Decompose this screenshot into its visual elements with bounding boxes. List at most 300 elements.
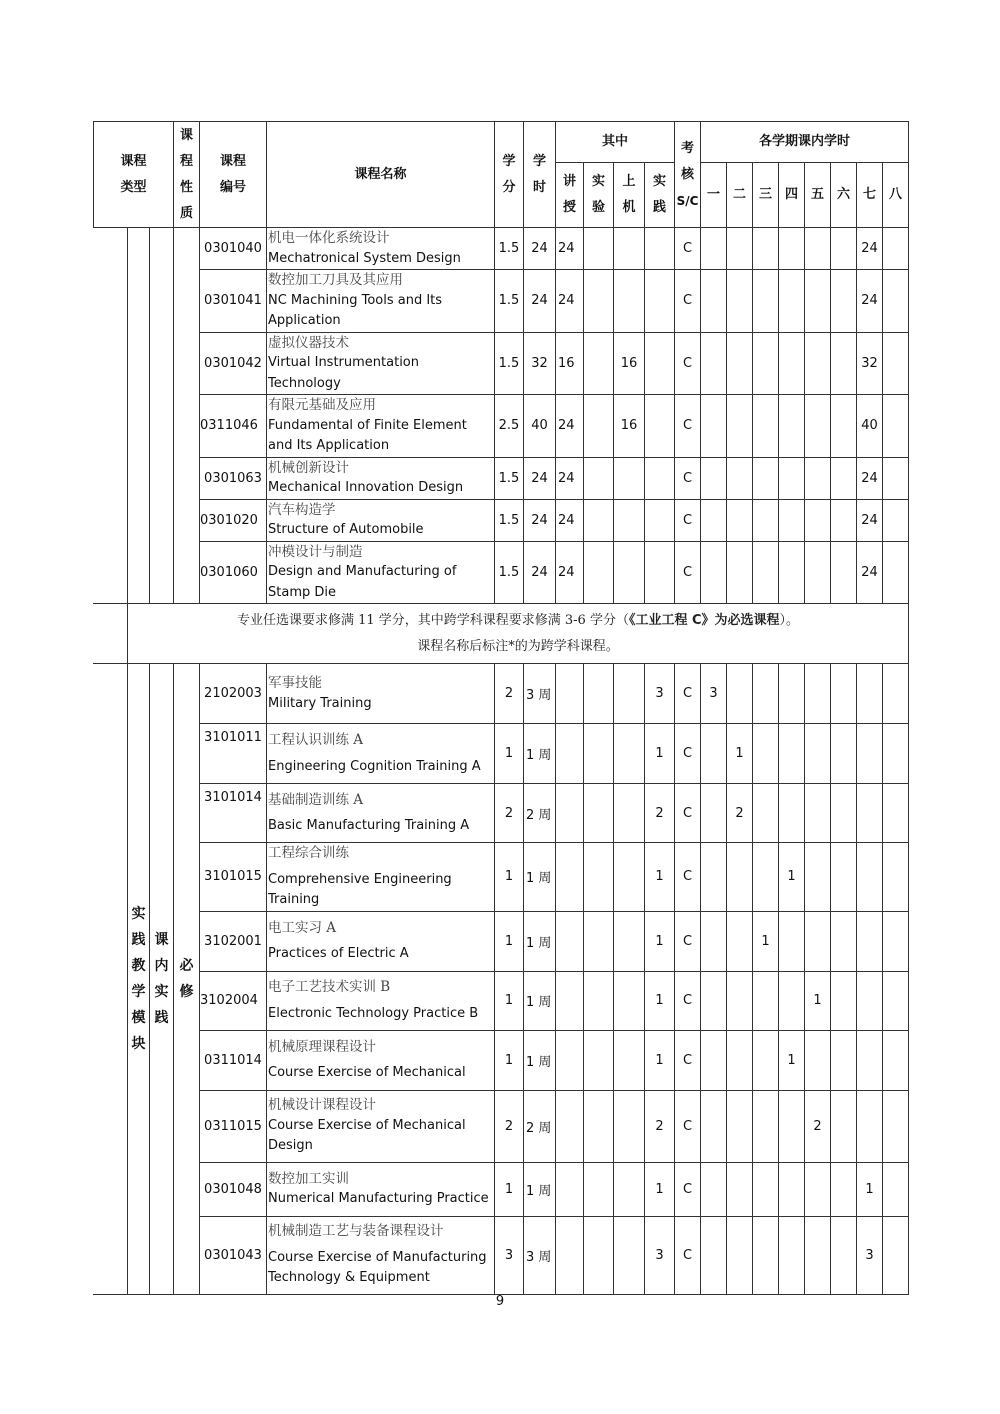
course-code-cell: 2102003 (200, 664, 267, 724)
course-code-cell: 0301042 (200, 332, 267, 395)
semester-7-cell: 32 (857, 332, 883, 395)
course-name-cn: 工程综合训练 (268, 845, 349, 861)
semester-4-cell (779, 395, 805, 458)
table-row (94, 270, 909, 333)
hours-cell: 24 (524, 457, 556, 499)
semester-2-cell (727, 332, 753, 395)
note-line-1: 专业任选课要求修满 11 学分，其中跨学科课程要求修满 3-6 学分（《工业工程 C》为必选课程）。 (236, 612, 800, 628)
semester-7-cell (857, 664, 883, 724)
semester-7-cell: 24 (857, 270, 883, 333)
table-row (94, 395, 909, 458)
semester-3-cell (753, 1090, 779, 1162)
semester-8-cell (883, 843, 909, 912)
course-code-cell: 3102001 (200, 911, 267, 971)
practice-cell (645, 228, 675, 270)
semester-4-cell (779, 228, 805, 270)
semester-3-cell (753, 724, 779, 784)
practice-cell: 1 (645, 1030, 675, 1090)
course-code-cell: 0301060 (200, 541, 267, 604)
semester-3-cell: 1 (753, 911, 779, 971)
semester-6-cell (831, 971, 857, 1030)
semester-1-cell (701, 843, 727, 912)
semester-2-cell: 2 (727, 784, 753, 843)
lab-cell (584, 332, 614, 395)
course-name-cell (267, 499, 495, 541)
course-code-cell: 0301020 (200, 499, 267, 541)
computer-cell (614, 664, 645, 724)
course-name-cell (267, 911, 495, 971)
semester-6-cell (831, 457, 857, 499)
assessment-cell: C (675, 395, 701, 458)
course-name-en: NC Machining Tools and Its Application (268, 292, 443, 328)
assessment-cell: C (675, 332, 701, 395)
lab-cell (584, 784, 614, 843)
semester-8-cell (883, 270, 909, 333)
hours-cell: 1 周 (524, 724, 556, 784)
course-name-cell (267, 395, 495, 458)
credits-cell: 1.5 (495, 270, 524, 333)
semester-4-cell (779, 664, 805, 724)
lecture-cell (556, 1030, 584, 1090)
course-name-cell (267, 332, 495, 395)
table-row (94, 724, 909, 784)
lecture-cell: 24 (556, 541, 584, 604)
computer-cell (614, 457, 645, 499)
page-number: 9 (495, 1294, 505, 1309)
credits-cell: 1 (495, 911, 524, 971)
course-code-cell: 0301048 (200, 1162, 267, 1216)
semester-4-cell (779, 541, 805, 604)
table-row (94, 228, 909, 270)
semester-4-cell (779, 911, 805, 971)
hours-cell: 1 周 (524, 911, 556, 971)
header-course-type: 课程 类型 (94, 122, 174, 228)
semester-3-cell (753, 664, 779, 724)
header-row-1 (94, 122, 909, 163)
lecture-cell (556, 664, 584, 724)
table-row (94, 1090, 909, 1162)
hours-cell: 1 周 (524, 843, 556, 912)
header-hours: 学 时 (524, 122, 556, 228)
practice-cell: 2 (645, 1090, 675, 1162)
course-name-en: Structure of Automobile (268, 522, 424, 537)
semester-4-cell (779, 1216, 805, 1294)
semester-8-cell (883, 724, 909, 784)
hours-cell: 1 周 (524, 971, 556, 1030)
semester-5-cell (805, 332, 831, 395)
course-name-en: Military Training (268, 695, 372, 711)
course-name-cn: 有限元基础及应用 (268, 397, 376, 413)
course-name-cell (267, 1216, 495, 1294)
semester-2-cell (727, 228, 753, 270)
course-name-cn: 军事技能 (268, 675, 322, 691)
hours-cell: 2 周 (524, 784, 556, 843)
semester-5-cell (805, 724, 831, 784)
practice-cell: 1 (645, 911, 675, 971)
note-required-course: 《工业工程 C》为必选课程 (628, 612, 780, 628)
credits-cell: 3 (495, 1216, 524, 1294)
course-code-cell: 0301063 (200, 457, 267, 499)
course-code-cell: 0311015 (200, 1090, 267, 1162)
course-name-cn: 机械制造工艺与装备课程设计 (268, 1223, 444, 1240)
assessment-cell: C (675, 457, 701, 499)
semester-3-cell (753, 971, 779, 1030)
course-name-cn: 数控加工实训 (268, 1170, 349, 1187)
semester-7-cell (857, 724, 883, 784)
course-name-en: Design and Manufacturing of Stamp Die (268, 564, 457, 600)
assessment-cell: C (675, 843, 701, 912)
semester-1-cell (701, 228, 727, 270)
lecture-cell (556, 784, 584, 843)
hours-cell: 2 周 (524, 1090, 556, 1162)
credits-cell: 2 (495, 784, 524, 843)
course-name-cell (267, 1090, 495, 1162)
curriculum-table (93, 121, 909, 1295)
category-label: 课 内 实 践 (150, 664, 174, 1295)
semester-1-cell (701, 541, 727, 604)
practice-cell: 2 (645, 784, 675, 843)
semester-6-cell (831, 332, 857, 395)
assessment-cell: C (675, 228, 701, 270)
semester-8-cell (883, 664, 909, 724)
course-name-cn: 机电一体化系统设计 (268, 230, 390, 246)
semester-7-cell (857, 1030, 883, 1090)
table-row (94, 499, 909, 541)
nature-label: 必 修 (174, 664, 200, 1295)
semester-5-cell (805, 843, 831, 912)
semester-7-cell: 1 (857, 1162, 883, 1216)
semester-4-cell (779, 1090, 805, 1162)
hours-cell: 24 (524, 228, 556, 270)
course-code-cell: 0311046 (200, 395, 267, 458)
credits-cell: 1.5 (495, 499, 524, 541)
header-breakdown: 其中 (556, 122, 675, 163)
header-credits: 学 分 (495, 122, 524, 228)
table-row (94, 911, 909, 971)
semester-7-cell: 40 (857, 395, 883, 458)
category-cell (150, 228, 174, 604)
semester-4-cell (779, 332, 805, 395)
semester-1-cell (701, 1162, 727, 1216)
semester-1-cell (701, 784, 727, 843)
semester-8-cell (883, 499, 909, 541)
header-semester-2: 二 (727, 163, 753, 228)
computer-cell (614, 228, 645, 270)
semester-4-cell (779, 499, 805, 541)
assessment-cell: C (675, 499, 701, 541)
semester-3-cell (753, 1162, 779, 1216)
semester-8-cell (883, 784, 909, 843)
semester-4-cell (779, 270, 805, 333)
semester-5-cell (805, 541, 831, 604)
semester-8-cell (883, 1090, 909, 1162)
semester-1-cell (701, 395, 727, 458)
module-cell (128, 228, 150, 604)
semester-3-cell (753, 784, 779, 843)
semester-4-cell (779, 971, 805, 1030)
course-code-cell: 0301043 (200, 1216, 267, 1294)
semester-2-cell (727, 843, 753, 912)
computer-cell (614, 843, 645, 912)
course-name-en: Course Exercise of Mechanical Design (268, 1117, 466, 1154)
hours-cell: 24 (524, 541, 556, 604)
lab-cell (584, 1216, 614, 1294)
semester-2-cell (727, 664, 753, 724)
semester-3-cell (753, 1216, 779, 1294)
semester-7-cell (857, 843, 883, 912)
header-computer: 上 机 (614, 163, 645, 228)
lab-cell (584, 1090, 614, 1162)
semester-5-cell (805, 911, 831, 971)
computer-cell (614, 911, 645, 971)
course-name-en: Virtual Instrumentation Technology (268, 355, 420, 391)
header-semester-8: 八 (883, 163, 909, 228)
lab-cell (584, 541, 614, 604)
course-name-en: Mechanical Innovation Design (268, 480, 464, 495)
semester-6-cell (831, 228, 857, 270)
semester-3-cell (753, 457, 779, 499)
semester-6-cell (831, 499, 857, 541)
semester-6-cell (831, 270, 857, 333)
course-name-cn: 机械设计课程设计 (268, 1097, 376, 1114)
semester-2-cell (727, 1030, 753, 1090)
semester-6-cell (831, 541, 857, 604)
lecture-cell: 24 (556, 270, 584, 333)
assessment-cell: C (675, 1030, 701, 1090)
credits-cell: 1 (495, 843, 524, 912)
course-name-cn: 电子工艺技术实训 B (268, 979, 391, 995)
course-name-cell (267, 843, 495, 912)
semester-6-cell (831, 1216, 857, 1294)
header-course-code: 课程 编号 (200, 122, 267, 228)
semester-2-cell (727, 541, 753, 604)
semester-1-cell (701, 1090, 727, 1162)
computer-cell (614, 499, 645, 541)
hours-cell: 3 周 (524, 1216, 556, 1294)
semester-1-cell (701, 1030, 727, 1090)
header-lab: 实 验 (584, 163, 614, 228)
lab-cell (584, 1030, 614, 1090)
semester-4-cell (779, 784, 805, 843)
semester-5-cell (805, 270, 831, 333)
semester-2-cell: 1 (727, 724, 753, 784)
semester-6-cell (831, 395, 857, 458)
semester-8-cell (883, 1216, 909, 1294)
semester-8-cell (883, 1030, 909, 1090)
course-name-en: Mechatronical System Design (268, 250, 461, 266)
computer-cell (614, 724, 645, 784)
lecture-cell (556, 1090, 584, 1162)
computer-cell (614, 1030, 645, 1090)
course-name-cn: 机械原理课程设计 (268, 1038, 376, 1055)
credits-cell: 1.5 (495, 541, 524, 604)
semester-6-cell (831, 784, 857, 843)
course-code-cell: 0301040 (200, 228, 267, 270)
semester-5-cell: 1 (805, 971, 831, 1030)
semester-4-cell: 1 (779, 843, 805, 912)
credits-cell: 1 (495, 724, 524, 784)
credits-cell: 1.5 (495, 457, 524, 499)
practice-cell: 3 (645, 664, 675, 724)
semester-2-cell (727, 1216, 753, 1294)
lecture-cell (556, 911, 584, 971)
credits-cell: 1 (495, 1162, 524, 1216)
semester-5-cell (805, 1162, 831, 1216)
table-row (94, 843, 909, 912)
course-name-cell (267, 724, 495, 784)
semester-7-cell (857, 971, 883, 1030)
computer-cell (614, 541, 645, 604)
semester-2-cell (727, 911, 753, 971)
semester-1-cell (701, 971, 727, 1030)
semester-5-cell (805, 499, 831, 541)
semester-7-cell (857, 1090, 883, 1162)
lecture-cell: 24 (556, 457, 584, 499)
semester-1-cell (701, 499, 727, 541)
header-lecture: 讲 授 (556, 163, 584, 228)
semester-7-cell: 3 (857, 1216, 883, 1294)
course-name-cn: 冲模设计与制造 (268, 543, 363, 560)
lab-cell (584, 971, 614, 1030)
semester-8-cell (883, 228, 909, 270)
lecture-cell (556, 1216, 584, 1294)
semester-6-cell (831, 664, 857, 724)
credits-cell: 2 (495, 1090, 524, 1162)
header-semesters: 各学期课内学时 (701, 122, 909, 163)
header-semester-7: 七 (857, 163, 883, 228)
lab-cell (584, 911, 614, 971)
semester-2-cell (727, 499, 753, 541)
table-row (94, 1162, 909, 1216)
lab-cell (584, 843, 614, 912)
course-name-cn: 工程认识训练 A (268, 732, 364, 748)
semester-1-cell: 3 (701, 664, 727, 724)
computer-cell (614, 1162, 645, 1216)
semester-2-cell (727, 270, 753, 333)
semester-8-cell (883, 971, 909, 1030)
lecture-cell: 24 (556, 499, 584, 541)
lab-cell (584, 228, 614, 270)
course-name-cn: 电工实习 A (268, 919, 337, 936)
table-row (94, 664, 909, 724)
practice-cell: 1 (645, 724, 675, 784)
table-row (94, 1216, 909, 1294)
semester-3-cell (753, 499, 779, 541)
semester-8-cell (883, 911, 909, 971)
lab-cell (584, 1162, 614, 1216)
table-row (94, 784, 909, 843)
practice-cell (645, 457, 675, 499)
practice-cell (645, 332, 675, 395)
course-code-cell: 0311014 (200, 1030, 267, 1090)
assessment-cell: C (675, 664, 701, 724)
practice-cell: 3 (645, 1216, 675, 1294)
credits-cell: 1.5 (495, 228, 524, 270)
semester-3-cell (753, 332, 779, 395)
header-semester-1: 一 (701, 163, 727, 228)
course-name-cell (267, 270, 495, 333)
course-code-cell: 3101014 (200, 784, 267, 843)
credits-cell: 2 (495, 664, 524, 724)
table-row (94, 541, 909, 604)
credits-cell: 2.5 (495, 395, 524, 458)
course-name-cn: 虚拟仪器技术 (268, 334, 349, 351)
header-semester-4: 四 (779, 163, 805, 228)
assessment-cell: C (675, 724, 701, 784)
course-name-en: Practices of Electric A (268, 946, 409, 961)
semester-2-cell (727, 1090, 753, 1162)
semester-1-cell (701, 457, 727, 499)
note-row (94, 604, 909, 664)
course-name-en: Basic Manufacturing Training A (268, 818, 470, 833)
credits-cell: 1 (495, 971, 524, 1030)
semester-1-cell (701, 724, 727, 784)
semester-7-cell: 24 (857, 499, 883, 541)
computer-cell (614, 971, 645, 1030)
computer-cell (614, 1090, 645, 1162)
semester-4-cell (779, 1162, 805, 1216)
semester-6-cell (831, 1030, 857, 1090)
lab-cell (584, 395, 614, 458)
semester-5-cell (805, 1030, 831, 1090)
header-practice: 实 践 (645, 163, 675, 228)
computer-cell (614, 270, 645, 333)
hours-cell: 24 (524, 270, 556, 333)
computer-cell (614, 784, 645, 843)
course-name-cn: 机械创新设计 (268, 459, 349, 476)
course-name-cell (267, 664, 495, 724)
semester-2-cell (727, 457, 753, 499)
table-row (94, 332, 909, 395)
semester-1-cell (701, 1216, 727, 1294)
assessment-cell: C (675, 270, 701, 333)
lecture-cell (556, 843, 584, 912)
hours-cell: 1 周 (524, 1162, 556, 1216)
header-semester-5: 五 (805, 163, 831, 228)
hours-cell: 32 (524, 332, 556, 395)
assessment-cell: C (675, 1162, 701, 1216)
practice-cell (645, 541, 675, 604)
course-name-en: Course Exercise of Manufacturing Technology & Equipment (268, 1249, 487, 1286)
lecture-cell: 24 (556, 395, 584, 458)
semester-7-cell: 24 (857, 541, 883, 604)
course-name-en: Fundamental of Finite Element and Its Application (268, 417, 467, 453)
table-row (94, 457, 909, 499)
blank-margin-cell (94, 664, 128, 1295)
semester-4-cell: 1 (779, 1030, 805, 1090)
nature-cell (174, 228, 200, 604)
header-semester-6: 六 (831, 163, 857, 228)
semester-5-cell (805, 228, 831, 270)
semester-5-cell (805, 457, 831, 499)
hours-cell: 1 周 (524, 1030, 556, 1090)
practice-cell: 1 (645, 1162, 675, 1216)
computer-cell: 16 (614, 332, 645, 395)
lecture-cell: 24 (556, 228, 584, 270)
course-code-cell: 3102004 (200, 971, 267, 1030)
course-name-cn: 数控加工刀具及其应用 (268, 272, 403, 288)
assessment-cell: C (675, 911, 701, 971)
course-name-cn: 基础制造训练 A (268, 791, 364, 808)
course-code-cell: 3101015 (200, 843, 267, 912)
computer-cell: 16 (614, 395, 645, 458)
semester-4-cell (779, 457, 805, 499)
semester-8-cell (883, 457, 909, 499)
lab-cell (584, 457, 614, 499)
semester-5-cell (805, 395, 831, 458)
header-course-nature: 课 程 性 质 (174, 122, 200, 228)
course-name-cell (267, 541, 495, 604)
